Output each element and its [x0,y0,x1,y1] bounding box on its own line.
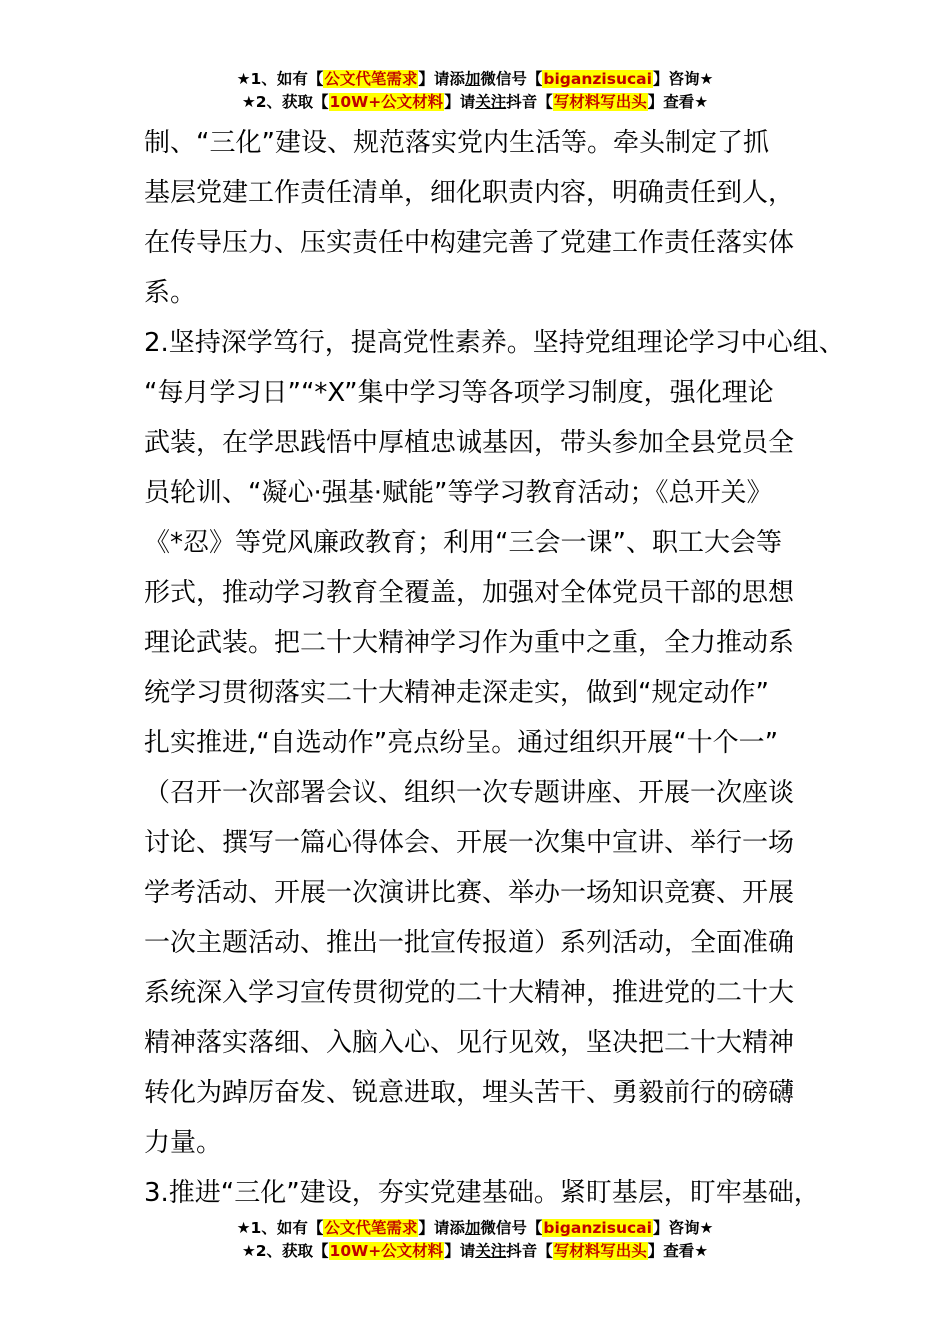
banner-text: 】请 [444,1242,476,1260]
text-line: 形式，推动学习教育全覆盖，加强对全体党员干部的思想 [144,578,795,608]
text-line: 系。 [144,278,197,308]
banner-line-2 [0,91,950,114]
banner-text: 微信号【 [480,1219,543,1237]
document-body [144,118,845,1218]
paragraph [144,318,845,1168]
banner-text: ★2、获取【 [241,93,329,111]
banner-highlight: 写材料写出头 [553,1242,647,1260]
banner-emphasis: 加 [464,70,481,88]
banner-text: ★2、获取【 [241,1242,329,1260]
banner-highlight: 写材料写出头 [553,93,647,111]
banner-highlight: 10W+公文材料 [329,93,444,111]
banner-text: 】咨询★ [652,1219,714,1237]
banner-highlight: 10W+公文材料 [329,1242,444,1260]
banner-line-1 [0,68,950,91]
banner-highlight: 公文代笔需求 [324,1219,418,1237]
banner-text: ★1、如有【 [236,1219,324,1237]
banner-text: 】咨询★ [652,70,714,88]
banner-text: 】查看★ [647,93,709,111]
text-line: 基层党建工作责任清单，细化职责内容，明确责任到人， [144,178,795,208]
header-banner [0,68,950,114]
banner-emphasis: 关注 [475,1242,507,1260]
text-line: （召开一次部署会议、组织一次专题讲座、开展一次座谈 [144,778,795,808]
text-line: 3.推进“三化”建设，夯实党建基础。紧盯基层，盯牢基础， [144,1178,820,1208]
text-line: 学考活动、开展一次演讲比赛、举办一场知识竞赛、开展 [144,878,795,908]
banner-emphasis: 关注 [475,93,507,111]
text-line: 在传导压力、压实责任中构建完善了党建工作责任落实体 [144,228,795,258]
banner-highlight: biganzisucai [543,70,652,88]
paragraph [144,1168,834,1218]
text-line: 制、“三化”建设、规范落实党内生活等。牵头制定了抓 [144,128,769,158]
footer-banner [0,1217,950,1263]
banner-text: 微信号【 [480,70,543,88]
banner-text: 抖音【 [506,1242,553,1260]
text-line: 力量。 [144,1128,223,1158]
text-line: 精神落实落细、入脑入心、见行见效，坚决把二十大精神 [144,1028,795,1058]
banner-emphasis: 加 [464,1219,481,1237]
text-line: 《*忍》等党风廉政教育；利用“三会一课”、职工大会等 [144,528,782,558]
banner-text: 抖音【 [506,93,553,111]
banner-text: 】请添 [418,70,465,88]
text-line: 统学习贯彻落实二十大精神走深走实，做到“规定动作” [144,678,769,708]
banner-text: 】请添 [418,1219,465,1237]
banner-line-1 [0,1217,950,1240]
banner-text: 】查看★ [647,1242,709,1260]
text-line: 2.坚持深学笃行，提高党性素养。坚持党组理论学习中心组、 [144,328,845,358]
banner-highlight: 公文代笔需求 [324,70,418,88]
banner-text: ★1、如有【 [236,70,324,88]
banner-text: 】请 [444,93,476,111]
text-line: 转化为踔厉奋发、锐意进取，埋头苦干、勇毅前行的磅礴 [144,1078,795,1108]
text-line: 一次主题活动、推出一批宣传报道）系列活动，全面准确 [144,928,795,958]
text-line: 理论武装。把二十大精神学习作为重中之重，全力推动系 [144,628,795,658]
banner-line-2 [0,1240,950,1263]
text-line: 扎实推进,“自选动作”亮点纷呈。通过组织开展“十个一” [144,728,779,758]
banner-highlight: biganzisucai [543,1219,652,1237]
text-line: “每月学习日”“*X”集中学习等各项学习制度，强化理论 [144,378,774,408]
text-line: 系统深入学习宣传贯彻党的二十大精神，推进党的二十大 [144,978,795,1008]
text-line: 武装，在学思践悟中厚植忠诚基因，带头参加全县党员全 [144,428,795,458]
paragraph [144,118,834,318]
text-line: 讨论、撰写一篇心得体会、开展一次集中宣讲、举行一场 [144,828,795,858]
text-line: 员轮训、“凝心·强基·赋能”等学习教育活动；《总开关》 [144,478,773,508]
